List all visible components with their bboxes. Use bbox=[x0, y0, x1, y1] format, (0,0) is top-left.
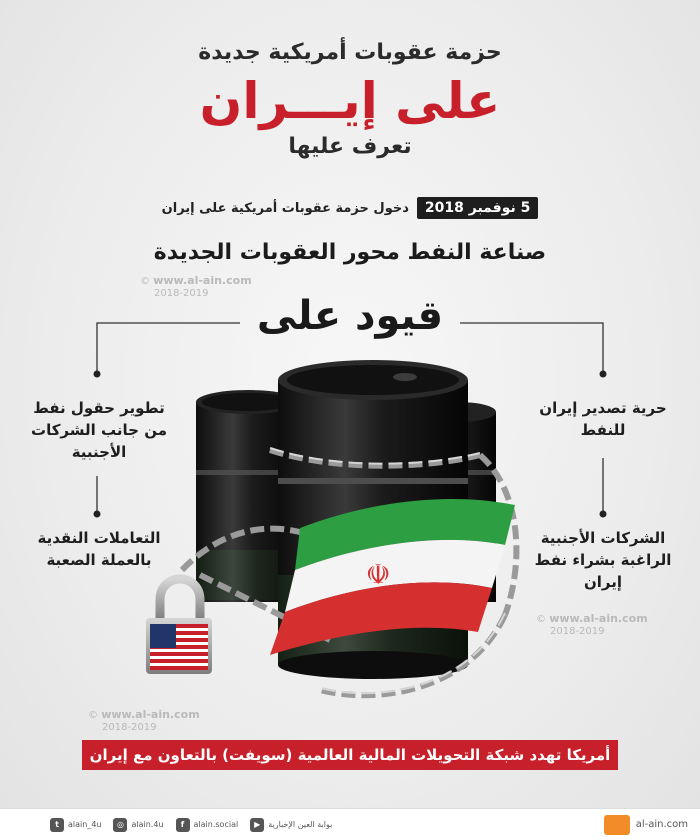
twitter-link[interactable] bbox=[50, 818, 101, 832]
right-item-2-line-1: الشركات الأجنبية bbox=[540, 529, 666, 547]
site-brand bbox=[604, 815, 700, 835]
restrictions-title: قيود على bbox=[256, 293, 444, 339]
facebook-link[interactable] bbox=[176, 818, 239, 832]
headline: صناعة النفط محور العقوبات الجديدة bbox=[153, 240, 547, 265]
right-item-2-line-2: الراغبة بشراء نفط bbox=[534, 550, 672, 569]
right-item-2 bbox=[518, 528, 688, 593]
footer bbox=[0, 808, 700, 840]
right-item-1 bbox=[518, 398, 688, 442]
facebook-icon: f bbox=[176, 818, 190, 832]
left-item-1-line-2: من جانب الشركات bbox=[31, 420, 167, 439]
left-item-1-line-1: تطوير حقول نفط bbox=[33, 399, 165, 417]
watermark-years: 2018-2019 bbox=[154, 288, 209, 299]
left-item-2-line-2: بالعملة الصعبة bbox=[46, 550, 152, 569]
watermark-site: www.al-ain.com bbox=[549, 612, 648, 625]
twitter-handle: alain_4u bbox=[68, 820, 102, 829]
bottom-banner: أمريكا تهدد شبكة التحويلات المالية العالمية (سويفت) بالتعاون مع إيران bbox=[82, 740, 618, 770]
left-item-2 bbox=[14, 528, 184, 572]
left-item-1 bbox=[14, 398, 184, 463]
watermark-site: www.al-ain.com bbox=[153, 274, 252, 287]
site-url[interactable]: al-ain.com bbox=[635, 819, 688, 830]
svg-text:☫: ☫ bbox=[365, 558, 391, 591]
title-line-1: حزمة عقوبات أمريكية جديدة bbox=[198, 40, 502, 65]
instagram-link[interactable] bbox=[113, 818, 163, 832]
left-item-1-line-3: الأجنبية bbox=[71, 442, 127, 461]
right-item-2-line-3: إيران bbox=[583, 572, 623, 591]
watermark-site: www.al-ain.com bbox=[101, 708, 200, 721]
youtube-link[interactable] bbox=[250, 818, 332, 832]
watermark: © www.al-ain.com 2018-2019 bbox=[140, 274, 252, 299]
instagram-icon: ◎ bbox=[113, 818, 127, 832]
watermark-years: 2018-2019 bbox=[102, 722, 157, 733]
us-flag-icon bbox=[150, 624, 208, 670]
instagram-handle: alain.4u bbox=[131, 820, 164, 829]
al-ain-logo-icon bbox=[604, 815, 630, 835]
title-main: على إيـــران bbox=[199, 72, 501, 130]
date-text: دخول حزمة عقوبات أمريكية على إيران bbox=[161, 200, 409, 216]
social-links bbox=[0, 818, 344, 832]
facebook-handle: alain.social bbox=[193, 820, 239, 829]
left-item-2-line-1: التعاملات النقدية bbox=[37, 529, 161, 547]
youtube-handle: بوابة العين الإخبارية bbox=[268, 820, 333, 829]
watermark-years: 2018-2019 bbox=[550, 626, 605, 637]
date-badge: 5 نوفمبر 2018 bbox=[417, 197, 538, 219]
youtube-icon: ▶ bbox=[250, 818, 264, 832]
right-item-1-line-2: للنفط bbox=[580, 420, 626, 439]
watermark: © www.al-ain.com 2018-2019 bbox=[536, 612, 648, 637]
watermark: © www.al-ain.com 2018-2019 bbox=[88, 708, 200, 733]
title-line-3: تعرف عليها bbox=[288, 134, 412, 159]
right-item-1-line-1: حرية تصدير إيران bbox=[539, 399, 667, 417]
twitter-icon: t bbox=[50, 818, 64, 832]
